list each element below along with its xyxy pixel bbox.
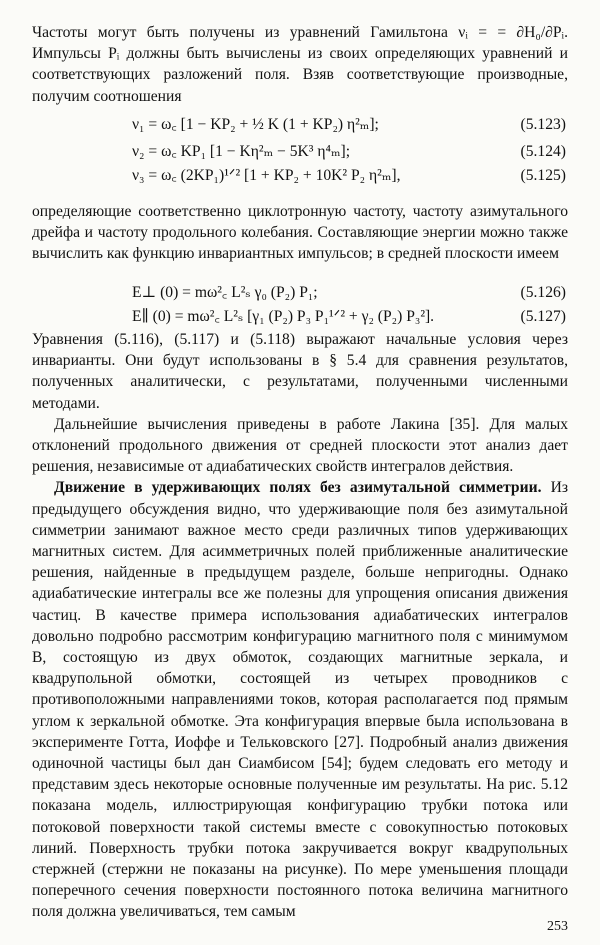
section-heading: Движение в удерживающих полях без азимутальной симметрии.: [54, 479, 542, 497]
middle-paragraph: определяющие соответственно циклотронную частоту, частоту азимутального дрейфа и частоту продольного колебания. Составляющие энергии можно также вычислить как функцию инвариантных импульсов; в средней плоскости имеем: [32, 203, 568, 263]
equation-number: (5.127): [520, 308, 566, 325]
equation-number: (5.125): [520, 167, 566, 184]
equation-5-123: [32, 110, 568, 140]
equation-formula: ν₁ = ω꜀ [1 − KP₂ + ½ K (1 + KP₂) η²ₘ];: [132, 116, 379, 133]
equation-formula: E⊥ (0) = mω²꜀ L²ₛ γ₀ (P₂) P₁;: [132, 284, 318, 301]
equation-5-127: [32, 305, 568, 329]
equation-number: (5.123): [520, 116, 566, 133]
equation-formula: E∥ (0) = mω²꜀ L²ₛ [γ₁ (P₂) P₃ P₁¹ᐟ² + γ₂ (P₂) P₃²].: [132, 308, 435, 325]
equation-formula: ν₂ = ω꜀ KP₁ [1 − Kη²ₘ − 5K³ η⁴ₘ];: [132, 143, 351, 160]
intro-paragraph: Частоты могут быть получены из уравнений Гамильтона νᵢ = = ∂H₀/∂Pᵢ. Импульсы Pᵢ должны быть вычислены из своих определяющих уравнений и соответствующих разложений поля. Взяв соответствующие производные, получим соотношения: [32, 24, 568, 105]
equation-5-126: [32, 281, 568, 305]
middle-block: [32, 201, 568, 265]
equation-formula: ν₃ = ω꜀ (2KP₁)¹ᐟ² [1 + KP₂ + 10K² P₂ η²ₘ],: [132, 167, 401, 184]
main-text: [32, 329, 568, 923]
intro-block: [32, 22, 568, 107]
equation-5-125: [32, 164, 568, 188]
paragraph-lakin: Дальнейшие вычисления приведены в работе Лакина [35]. Для малых отклонений продольного движения от средней плоскости этот анализ дает решения, независимые от адиабатических свойств интегралов действия.: [32, 415, 568, 476]
equation-number: (5.124): [520, 143, 566, 160]
equation-5-124: [32, 140, 568, 164]
section-paragraph: [32, 477, 568, 922]
section-text: Из предыдущего обсуждения видно, что удерживающие поля без азимутальной симметрии занимают важное место среди различных типов удерживающих магнитных систем. Для асимметричных полей приближенные аналитические решения, найденные в предыдущем разделе, больше непригодны. Однако адиабатические интегралы все же полезны для упрощения описания движения частиц. В качестве примера использования адиабатических интегралов довольно подробно рассмотрим конфигурацию магнитного поля с минимумом B, состоящую из двух обмоток, создающих магнитные зеркала, и квадрупольной обмотки, состоящей из четырех проводников с противоположными направлениями токов, которая располагается под прямым углом к зеркальной обмотке. Эта конфигурация впервые была использована в эксперименте Готта, Иоффе и Тельковского [27]. Подробный анализ движения одиночной частицы был дан Сиамбисом [54]; будем следовать его методу и представим здесь некоторые основные полученные им результаты. На рис. 5.12 показана модель, иллюстрирующая конфигурацию трубки потока или потоковой поверхности такой системы вместе с совокупностью потоковых линий. Поверхность трубки потока закручивается вокруг квадрупольных стержней (стержни не показаны на рисунке). По мере уменьшения площади поперечного сечения поверхности постоянного потока величина магнитного поля должна увеличиваться, тем самым: [32, 479, 568, 921]
equations-group-1: [32, 110, 568, 188]
page-number: 253: [547, 919, 568, 934]
equations-group-2: [32, 281, 568, 329]
paragraph-initial-conditions: Уравнения (5.116), (5.117) и (5.118) выражают начальные условия через инварианты. Они будут использованы в § 5.4 для сравнения результатов, полученных аналитически, с результатами, полученными численными методами.: [32, 331, 568, 412]
equation-number: (5.126): [520, 284, 566, 301]
